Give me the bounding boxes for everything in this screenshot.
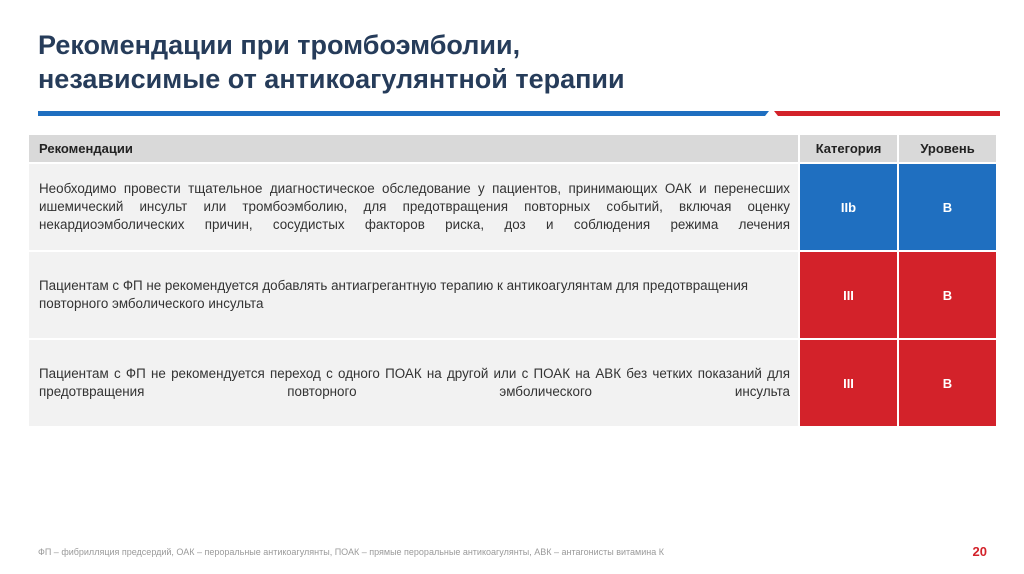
table-header-row bbox=[29, 135, 996, 162]
header-category: Категория bbox=[800, 135, 897, 162]
recommendation-text-cell bbox=[29, 164, 798, 250]
table-row bbox=[29, 340, 996, 426]
category-badge: III bbox=[800, 252, 897, 338]
category-badge: III bbox=[800, 340, 897, 426]
abbreviations-footnote: ФП – фибрилляция предсердий, ОАК – пероральные антикоагулянты, ПОАК – прямые пероральные антикоагулянты, АВК – антагонисты витамина К bbox=[38, 547, 664, 557]
category-badge: IIb bbox=[800, 164, 897, 250]
header-level: Уровень bbox=[899, 135, 996, 162]
recommendation-text-cell bbox=[29, 340, 798, 426]
recommendation-text: Необходимо провести тщательное диагностическое обследование у пациентов, принимающих ОАК и перенесших ишемический инсульт или тромбоэмболию, для предотвращения повторных событий, включая оценку некардиоэмболических причин, сосудистых факторов риска, доз и соблюдения режима лечения bbox=[39, 181, 790, 232]
page-number: 20 bbox=[972, 544, 987, 559]
slide-title-line-1: Рекомендации при тромбоэмболии, bbox=[38, 30, 521, 60]
level-badge: B bbox=[899, 164, 996, 250]
accent-bar-red bbox=[774, 111, 1000, 116]
table-row bbox=[29, 164, 996, 250]
accent-bar-blue bbox=[38, 111, 769, 116]
slide-title-line-2: независимые от антикоагулянтной терапии bbox=[38, 64, 625, 94]
table-row bbox=[29, 252, 996, 338]
recommendations-table bbox=[29, 135, 996, 428]
slide-title bbox=[38, 28, 938, 96]
header-recommendations: Рекомендации bbox=[29, 135, 798, 162]
recommendation-text: Пациентам с ФП не рекомендуется добавлять антиагрегантную терапию к антикоагулянтам для предотвращения повторного эмболического инсульта bbox=[39, 278, 749, 311]
level-badge: B bbox=[899, 252, 996, 338]
recommendation-text-cell bbox=[29, 252, 798, 338]
recommendation-text: Пациентам с ФП не рекомендуется переход с одного ПОАК на другой или с ПОАК на АВК без четких показаний для предотвращения повторного эмболического инсульта bbox=[39, 366, 790, 399]
level-badge: B bbox=[899, 340, 996, 426]
